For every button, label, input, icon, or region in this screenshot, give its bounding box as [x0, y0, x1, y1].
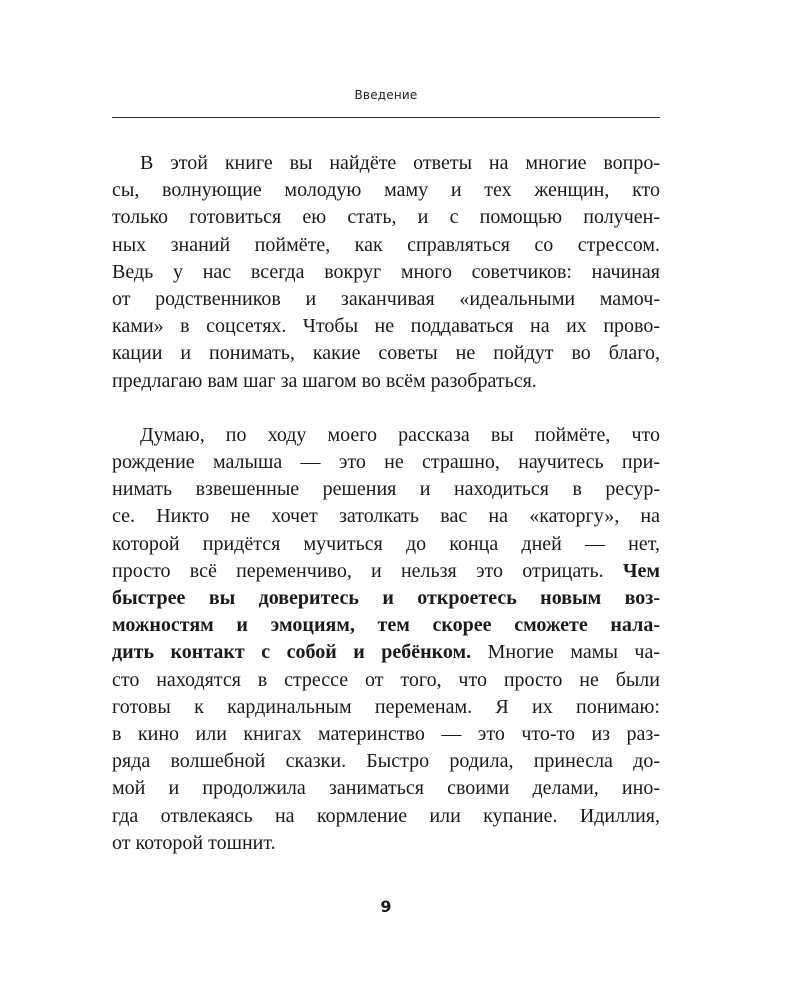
bold-text-segment: Чем [622, 559, 660, 582]
text-line: Ведь у нас всегда вокруг много советчиков: начиная [112, 260, 660, 283]
text-line: В этой книге вы найдёте ответы на многие вопро- [140, 152, 660, 174]
text-line: готовы к кардинальным переменам. Я их понимаю: [112, 695, 660, 718]
body-text [112, 150, 660, 857]
bold-text-segment: дить контакт с собой и ребёнком. [112, 641, 472, 664]
text-line: от которой тошнит. [112, 831, 276, 854]
text-segment: Многие мамы ча- [471, 641, 660, 664]
text-line: Думаю, по ходу моего рассказа вы поймёте, что [140, 423, 660, 446]
text-line [112, 612, 660, 639]
text-line: ряда волшебной сказки. Быстро родила, принесла до- [112, 750, 660, 773]
text-line: только готовиться ею стать, и с помощью получен- [112, 206, 660, 229]
text-line: в кино или книгах материнство — это что-то из раз- [112, 722, 660, 745]
text-line: от родственников и заканчивая «идеальными мамоч- [112, 287, 660, 310]
text-segment: просто всё переменчиво, и нельзя это отрицать. [112, 559, 623, 582]
running-head-rule [112, 117, 660, 118]
running-head: Введение [354, 88, 418, 102]
text-line: ками» в соцсетях. Чтобы не поддаваться на их прово- [112, 315, 660, 338]
page-number: 9 [380, 897, 392, 916]
text-line: сто находятся в стрессе от того, что просто не были [112, 668, 660, 691]
text-line: которой придётся мучиться до конца дней — нет, [112, 532, 660, 555]
bold-text-segment: быстрее вы доверитесь и откроетесь новым воз- [112, 587, 660, 609]
text-line: рождение малыша — это не страшно, научитесь при- [112, 451, 660, 474]
text-line: предлагаю вам шаг за шагом во всём разобраться. [112, 369, 537, 392]
paragraph-gap [112, 395, 660, 422]
text-line: гда отвлекаясь на кормление или купание. Идиллия, [112, 804, 660, 827]
text-line [112, 585, 660, 612]
text-line: ных знаний поймёте, как справляться со стрессом. [112, 233, 660, 256]
text-line: сы, волнующие молодую маму и тех женщин, кто [112, 179, 660, 202]
text-line: мой и продолжила заниматься своими делами, ино- [112, 777, 660, 800]
text-line: кации и понимать, какие советы не пойдут во благо, [112, 342, 660, 365]
text-line [112, 558, 660, 585]
text-line: се. Никто не хочет затолкать вас на «каторгу», на [112, 505, 660, 528]
text-line [112, 639, 660, 666]
text-line: нимать взвешенные решения и находиться в ресур- [112, 478, 660, 501]
bold-text-segment: можностям и эмоциям, тем скорее сможете нала- [112, 614, 660, 637]
